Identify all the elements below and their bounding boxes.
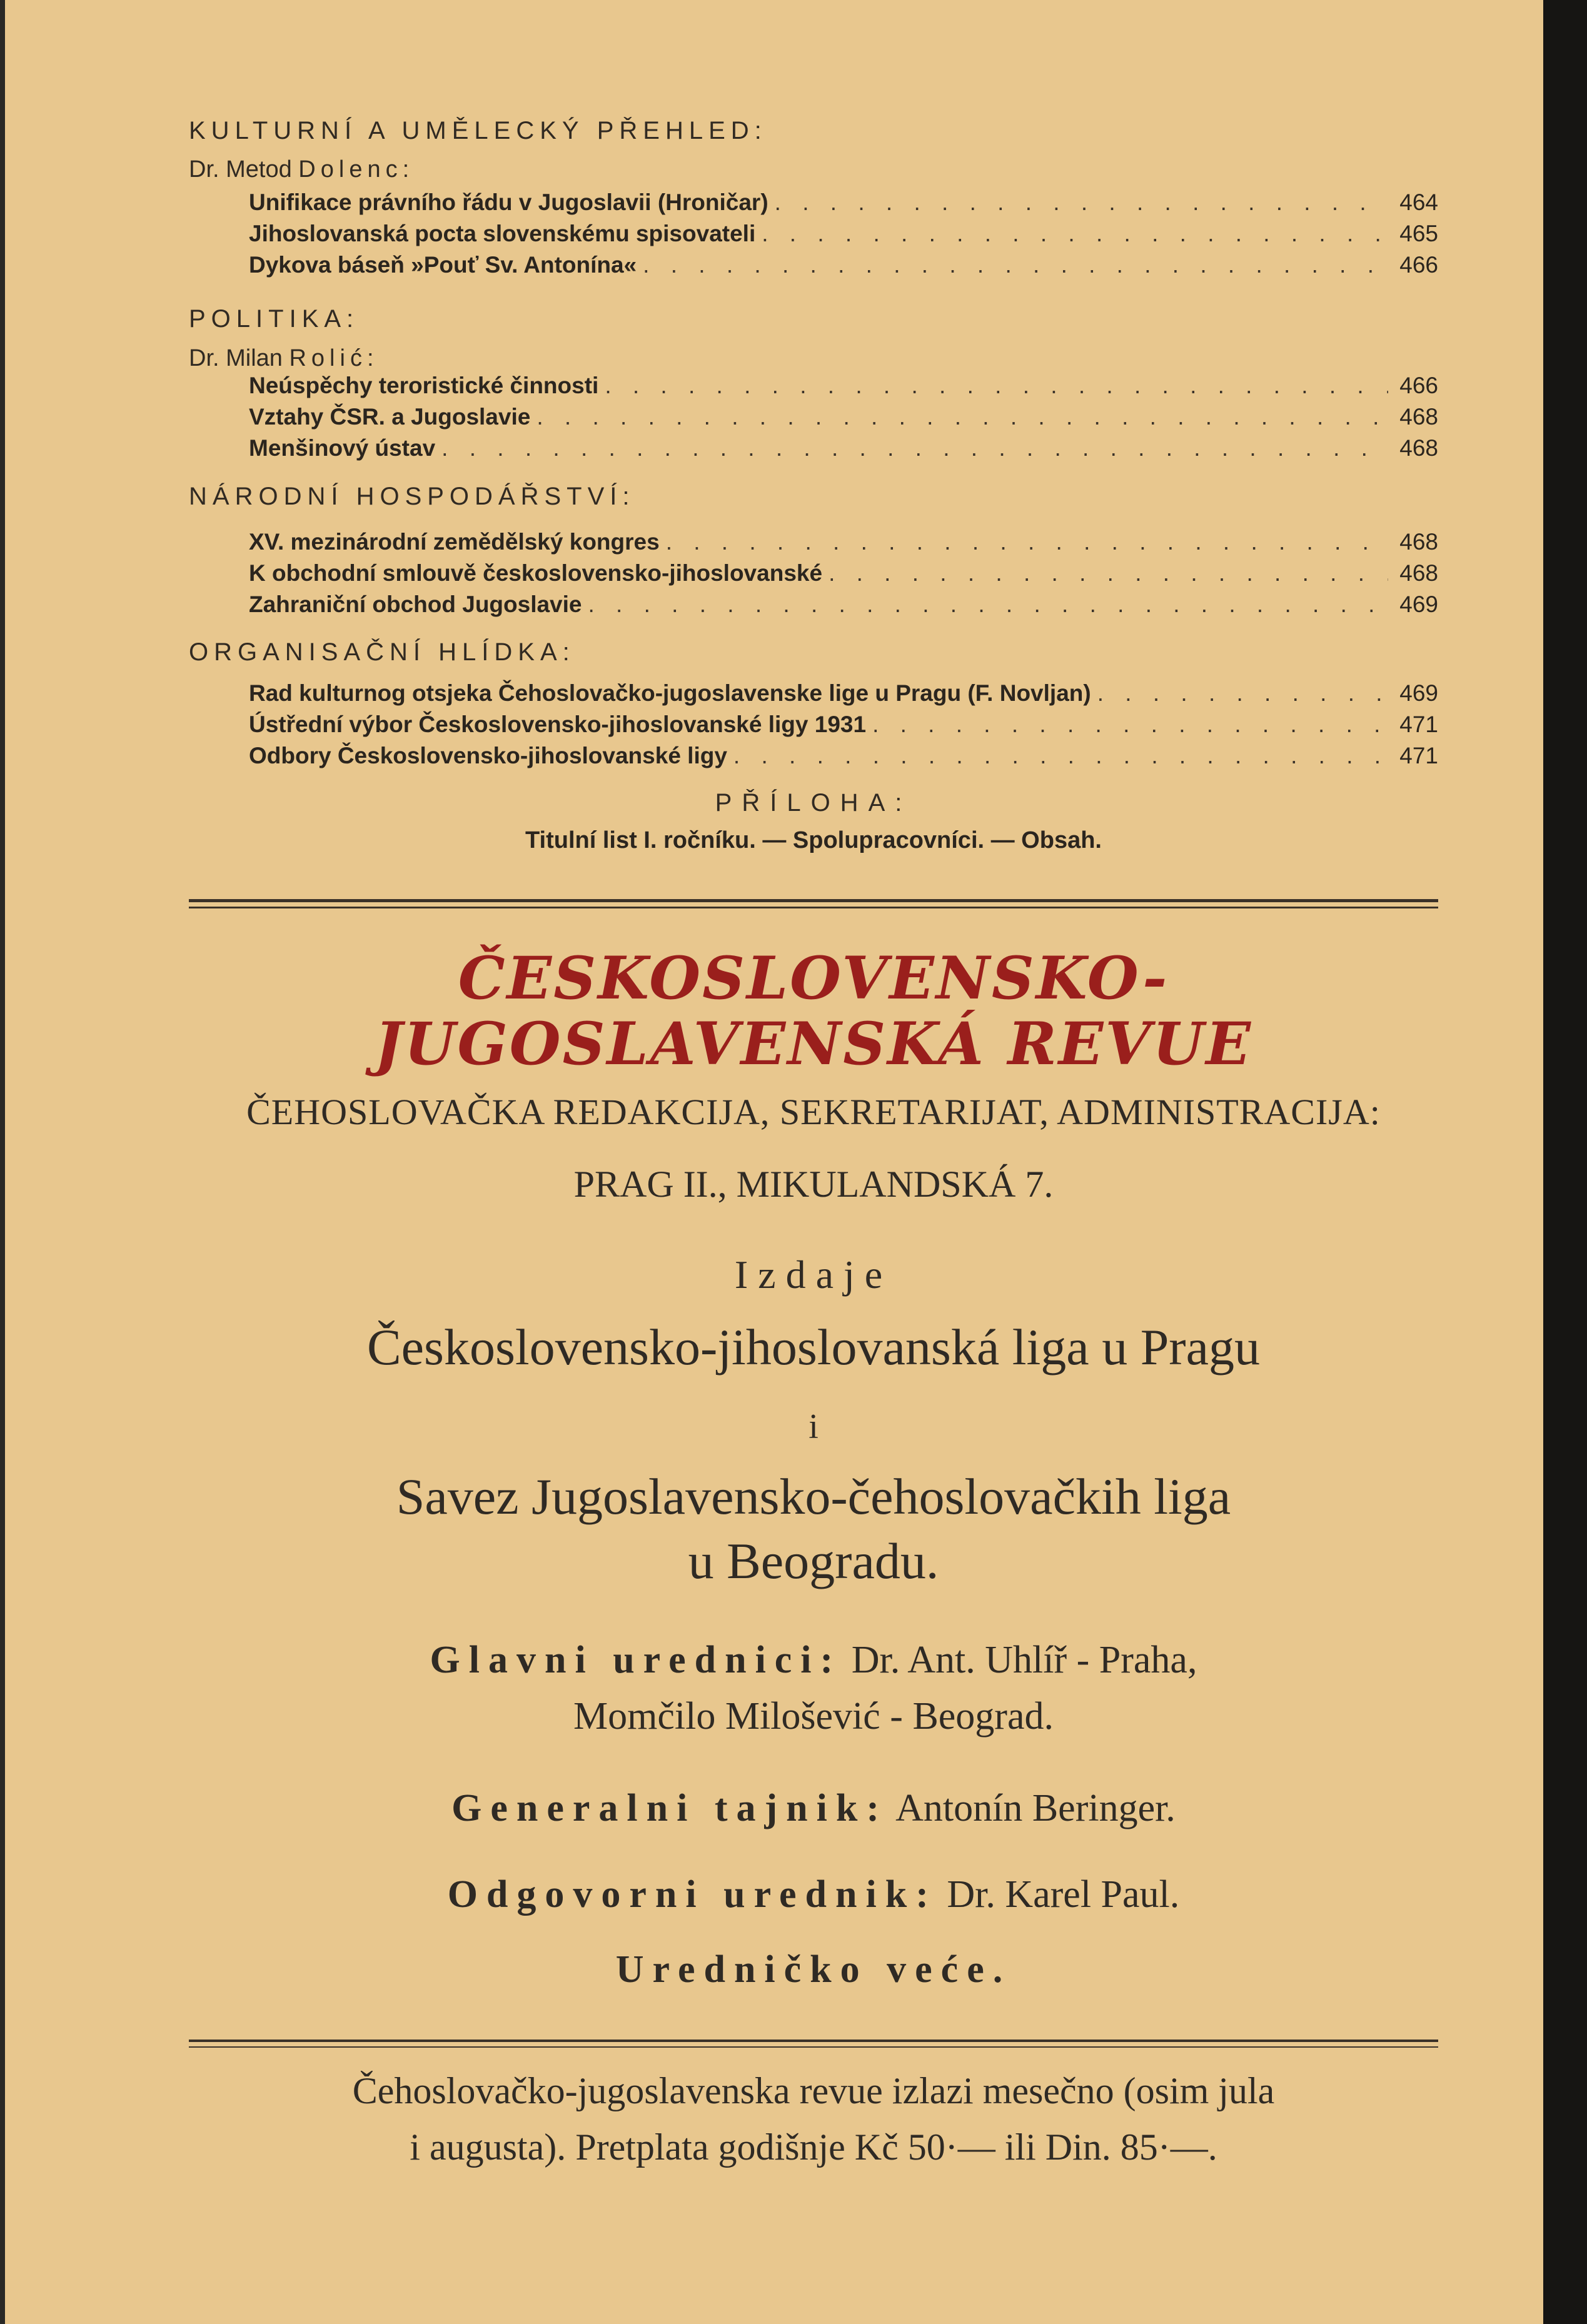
toc-entry[interactable]: Ústřední výbor Československo-jihoslovanské ligy 1931 . . . 471 <box>249 712 1438 739</box>
secretary-line: Generalni tajnik: Antonín Beringer. <box>451 1787 1176 1829</box>
section-author: Dr. Milan Rolić: <box>189 345 379 371</box>
publisher-1: Československo-jihoslovanská liga u Pragu <box>366 1319 1261 1376</box>
section-heading-politika: POLITIKA: <box>189 305 360 333</box>
toc-entry[interactable]: Jihoslovanská pocta slovenskému spisovateli . . . 465 <box>249 221 1438 248</box>
publisher-2-line2: u Beogradu. <box>688 1532 939 1589</box>
toc-entry[interactable]: XV. mezinárodní zemědělský kongres . . . 468 <box>249 529 1438 556</box>
toc-entry[interactable]: K obchodní smlouvě československo-jihoslovanské . . . 468 <box>249 560 1438 588</box>
masthead-title-line2: JUGOSLAVENSKÁ REVUE <box>375 1010 1252 1079</box>
section-heading-hlidka: ORGANISAČNÍ HLÍDKA: <box>189 638 575 666</box>
priloha-text: Titulní list I. ročníku. — Spolupracovníci. — Obsah. <box>525 827 1102 853</box>
publisher-2-line1: Savez Jugoslavensko-čehoslovačkih liga <box>396 1468 1231 1525</box>
chief-editors-line1: Glavni urednici: Dr. Ant. Uhlíř - Praha, <box>430 1639 1197 1681</box>
responsible-editor-line: Odgovorni urednik: Dr. Karel Paul. <box>447 1873 1180 1916</box>
toc-entry[interactable]: Menšinový ústav . . . 468 <box>249 435 1438 463</box>
section-heading-kulturni: KULTURNÍ A UMĚLECKÝ PŘEHLED: <box>189 117 767 144</box>
subscription-line2: i augusta). Pretplata godišnje Kč 50·— ili Din. 85·—. <box>410 2126 1217 2168</box>
divider-rule <box>189 2046 1438 2048</box>
toc-entry[interactable]: Unifikace právního řádu v Jugoslavii (Hroničar) . . . 464 <box>249 189 1438 217</box>
toc-entry[interactable]: Dykova báseň »Pouť Sv. Antonína« . . . 466 <box>249 252 1438 279</box>
address-line: PRAG II., MIKULANDSKÁ 7. <box>573 1164 1054 1205</box>
divider-rule <box>189 907 1438 908</box>
chief-editors-line2: Momčilo Milošević - Beograd. <box>573 1695 1054 1738</box>
toc-entry[interactable]: Rad kulturnog otsjeka Čehoslovačko-jugoslavenske lige u Pragu (F. Novljan) . . . 469 <box>249 680 1438 708</box>
izdaje-label: Izdaje <box>734 1252 893 1297</box>
section-author: Dr. Metod Dolenc: <box>189 156 415 183</box>
redakcija-line: ČEHOSLOVAČKA REDAKCIJA, SEKRETARIJAT, ADMINISTRACIJA: <box>246 1092 1381 1132</box>
divider-rule <box>189 899 1438 902</box>
publisher-conjunction: i <box>809 1407 819 1446</box>
toc-entry[interactable]: Odbory Československo-jihoslovanské ligy . . . 471 <box>249 743 1438 770</box>
priloha-heading: PŘÍLOHA: <box>715 789 912 817</box>
divider-rule <box>189 2040 1438 2042</box>
section-heading-hospodarstvi: NÁRODNÍ HOSPODÁŘSTVÍ: <box>189 483 635 510</box>
subscription-line1: Čehoslovačko-jugoslavenska revue izlazi mesečno (osim jula <box>352 2070 1275 2111</box>
editorial-board: Uredničko veće. <box>615 1948 1012 1991</box>
masthead-title-line1: ČESKOSLOVENSKO- <box>458 944 1169 1013</box>
toc-entry[interactable]: Zahraniční obchod Jugoslavie . . . 469 <box>249 591 1438 619</box>
toc-entry[interactable]: Vztahy ČSR. a Jugoslavie . . . 468 <box>249 404 1438 431</box>
toc-entry[interactable]: Neúspěchy teroristické činnosti . . . 466 <box>249 373 1438 400</box>
scan-edge <box>1543 0 1587 2324</box>
